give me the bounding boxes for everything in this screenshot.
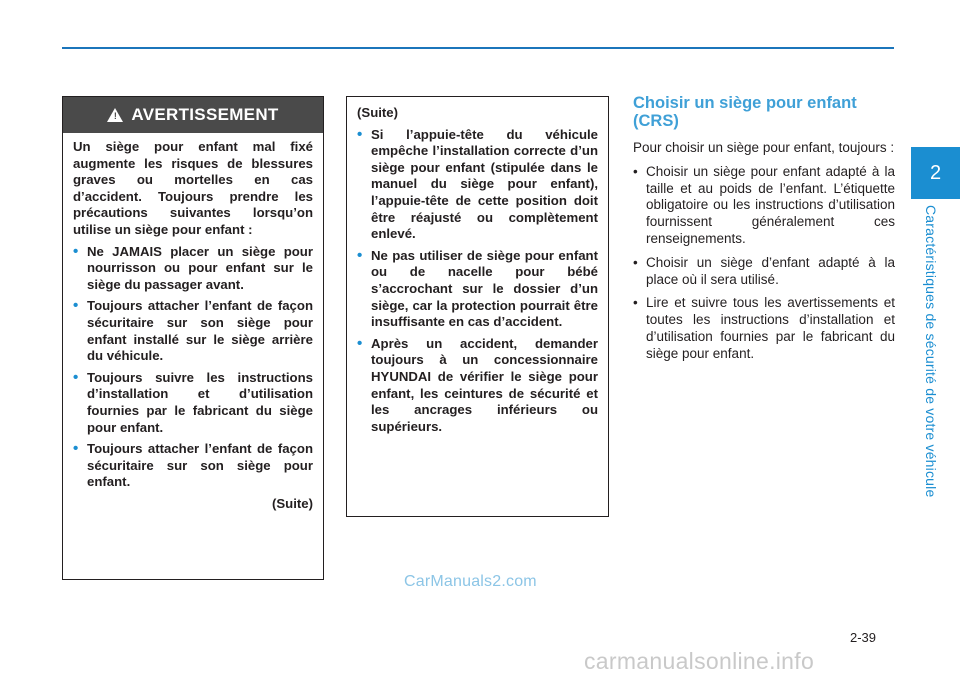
continued-body: [347, 97, 608, 435]
section-item: • Choisir un siège d’enfant adapté à la place où il sera utilisé.: [633, 255, 895, 289]
continued-item: • Ne pas utiliser de siège pour enfant ou de nacelle pour bébé s’accrochant sur le dossier d’un siège, car la protection pourrait être insuffisante en cas d’accident.: [357, 248, 598, 331]
warning-body: [63, 133, 323, 512]
continued-header: (Suite): [357, 105, 399, 120]
watermark-link[interactable]: CarManuals2.com: [404, 573, 537, 590]
warning-item: • Toujours attacher l’enfant de façon sécuritaire sur son siège pour enfant.: [73, 441, 313, 491]
section-list: [633, 164, 895, 363]
warning-header: [63, 97, 323, 133]
warning-item: • Toujours attacher l’enfant de façon sécuritaire sur son siège pour enfant installé sur le siège arrière du véhicule.: [73, 298, 313, 364]
warning-triangle-icon: !: [107, 108, 123, 122]
continued-list: [357, 127, 598, 436]
watermark-text: carmanualsonline.info: [584, 648, 815, 674]
warning-footer: (Suite): [271, 495, 313, 511]
continued-warning-box: [346, 96, 609, 517]
chapter-side-title: Caractéristiques de sécurité de votre véhicule: [923, 205, 939, 498]
section-item: • Choisir un siège pour enfant adapté à la taille et au poids de l’enfant. L’étiquette obligatoire ou les instructions d’utilisation fournissent généralement ces renseignements.: [633, 164, 895, 248]
section-column: [633, 94, 895, 370]
continued-item: • Après un accident, demander toujours à un concessionnaire HYUNDAI de vérifier le siège pour enfant, les ceintures de sécurité et les ancrages inférieurs ou supérieurs.: [357, 336, 598, 436]
chapter-number-tab[interactable]: 2: [911, 147, 960, 199]
continued-item: • Si l’appuie-tête du véhicule empêche l’installation correcte d’un siège pour enfant (stipulée dans le manuel du siège pour enfant), l’appuie-tête de cette position doit être réajusté ou complètement enlevé.: [357, 127, 598, 243]
section-heading: Choisir un siège pour enfant (CRS): [633, 94, 857, 130]
warning-item: • Toujours suivre les instructions d’installation et d’utilisation fournies par le fabricant du siège pour enfant.: [73, 370, 313, 436]
page-number: 2-39: [850, 630, 877, 645]
warning-list: [73, 244, 313, 491]
section-intro: Pour choisir un siège pour enfant, toujours :: [633, 140, 895, 155]
warning-box: [62, 96, 324, 580]
warning-item: • Ne JAMAIS placer un siège pour nourrisson ou pour enfant sur le siège du passager avant.: [73, 244, 313, 294]
top-rule: [62, 47, 894, 49]
warning-intro: Un siège pour enfant mal fixé augmente les risques de blessures graves ou mortelles en cas d’accident. Toujours prendre les précautions suivantes lorsqu’on utilise un siège pour enfant :: [73, 139, 313, 237]
warning-header-label: AVERTISSEMENT: [131, 105, 279, 124]
section-item: • Lire et suivre tous les avertissements et toutes les instructions d’installation et d’utilisation fournies par le fabricant du siège pour enfant.: [633, 295, 895, 362]
